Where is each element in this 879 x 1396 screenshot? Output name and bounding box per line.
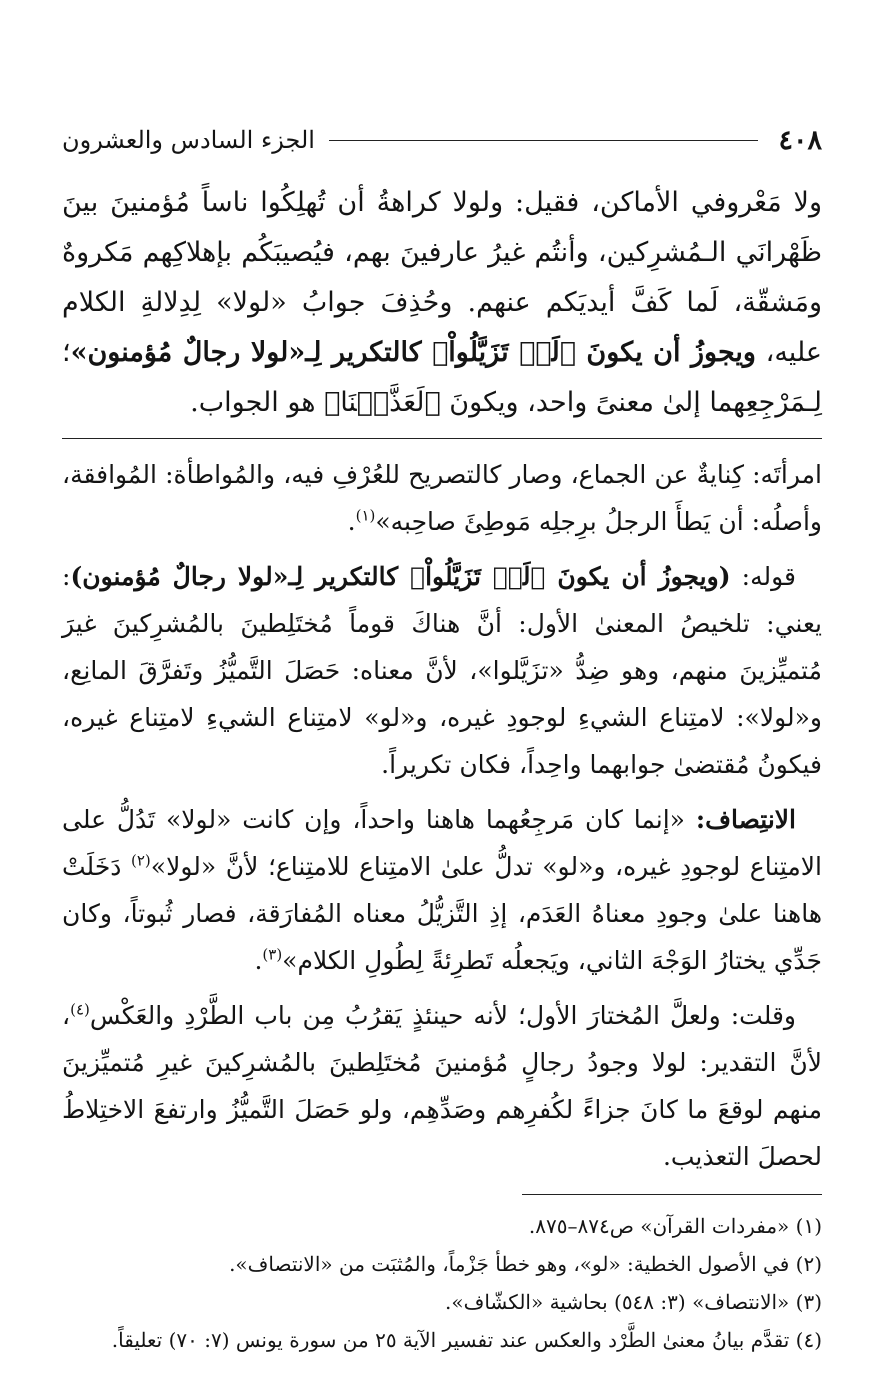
commentary-p3-bold: الانتِصاف: bbox=[695, 805, 796, 834]
footnote-1: (١) «مفردات القرآن» ص٨٧٤–٨٧٥. bbox=[528, 1214, 822, 1238]
footnote-4: (٤) تقدَّم بيانُ معنىٰ الطَّرْد والعكس عند تفسير الآية ٢٥ من سورة يونس (٧: ٧٠) تعليقاً. bbox=[111, 1328, 822, 1352]
main-text bbox=[62, 178, 822, 428]
commentary-p4-a: وقلت: ولعلَّ المُختارَ الأول؛ لأنه حينئذٍ يَقرُبُ مِن باب الطَّرْدِ والعَكْس bbox=[89, 1001, 796, 1030]
footnote-separator bbox=[522, 1194, 822, 1195]
commentary-paragraph-4 bbox=[62, 992, 822, 1180]
commentary-p4-b: ، لأنَّ التقدير: لولا وجودُ رجالٍ مُؤمنينَ مُختَلِطينَ بالمُشرِكينَ غيرِ مُتميِّزينَ منهم لوقعَ ما كانَ جزاءً لكُفرِهم وصَدِّهِم، ولو حَصَلَ التَّميُّزُ وارتفعَ الاختِلاطُ لحصلَ التعذيب. bbox=[62, 1001, 822, 1171]
running-title: الجزء السادس والعشرون bbox=[62, 126, 315, 154]
commentary bbox=[62, 451, 822, 1180]
commentary-paragraph-1: امرأتَه: كِنايةٌ عن الجماع، وصار كالتصريح للعُرْفِ فيه، والمُواطأة: المُوافقة، وأصلُه: أن يَطأَ الرجلُ برِجلِه مَوطِئَ صاحِبه»$^{(١)}$. bbox=[62, 460, 822, 536]
main-text-part-1: ولا مَعْروفي الأماكن، فقيل: ولولا كراهةُ أن تُهلِكُوا ناساً مُؤمنينَ بينَ ظَهْرانَي الـمُشرِكين، وأنتُم غيرُ عارفينَ بهم، فيُصيبَكُم بإهلاكِهم مَكروهٌ ومَشقّة، لَما كَفَّ أيديَكم عنهم. وحُذِفَ جوابُ «لولا» لِدِلالةِ الكلام عليه، bbox=[62, 187, 823, 368]
main-paragraph bbox=[62, 178, 822, 428]
commentary-p2-lead: قوله: bbox=[730, 562, 796, 591]
header-rule bbox=[329, 140, 759, 141]
commentary-paragraph-2 bbox=[62, 553, 822, 788]
footnote-ref-4: (٤) bbox=[70, 1000, 90, 1019]
footnotes bbox=[62, 1207, 822, 1359]
running-header bbox=[62, 118, 822, 162]
footnote-2: (٢) في الأصول الخطية: «لو»، وهو خطأ جَزْماً، والمُثبَت من «الانتصاف». bbox=[229, 1252, 822, 1276]
commentary-paragraph-3: الانتِصاف: «إنما كان مَرجِعُهما هاهنا واحداً، وإن كانت «لولا» تَدُلُّ على الامتِناع لوجودِ غيره، و«لو» تدلُّ علىٰ الامتِناع للامتِناع؛ لأنَّ «لولا»$^{(٢)}$ دَخَلَتْ هاهنا علىٰ وجودِ معناهُ العَدَم، إذِ التَّزيُّلُ معناه المُفارَقة، فصار ثُبوتاً، وكان جَدِّي يختارُ الوَجْهَ الثاني، ويَجعلُه تَطرِئةً لِطُولِ الكلام»$^{(٣)}$. bbox=[62, 805, 823, 975]
commentary-p3-a: «إنما كان مَرجِعُهما هاهنا واحداً، وإن كانت «لولا» تَدُلُّ على الامتِناع لوجودِ غيره، و«لو» تدلُّ علىٰ الامتِناع للامتِناع؛ لأنَّ «لولا» bbox=[62, 805, 823, 881]
main-text-part-3: ؛ لِـمَرْجِعِهما إلىٰ معنىً واحد، ويكونَ ﴿لَعَذَّبۡنَا﴾ هو الجواب. bbox=[62, 337, 822, 418]
commentary-p1-text: امرأتَه: كِنايةٌ عن الجماع، وصار كالتصريح للعُرْفِ فيه، والمُواطأة: المُوافقة، وأصلُه: أن يَطأَ الرجلُ برِجلِه مَوطِئَ صاحِبه» bbox=[62, 460, 822, 536]
book-page bbox=[62, 118, 822, 1359]
commentary-p2-rest: : يعني: تلخيصُ المعنىٰ الأول: أنَّ هناكَ قوماً مُختَلِطينَ بالمُشرِكينَ غيرَ مُتميِّزينَ منهم، وهو ضِدُّ «تزَيَّلوا»، لأنَّ معناه: حَصَلَ التَّميُّزُ وتَفرَّقَ المانِع، و«لولا»: لامتِناع الشيءِ لوجودِ غيره، و«لو» لامتِناع الشيءِ لامتِناع غيره، فيكونُ مُقتضىٰ جوابهما واحِداً، فكان تكريراً. bbox=[62, 562, 822, 779]
footnote-3: (٣) «الانتصاف» (٣: ٥٤٨) بحاشية «الكشّاف». bbox=[445, 1290, 822, 1314]
commentary-p2-bold: (ويجوزُ أن يكونَ ﴿لَوۡ تَزَيَّلُواْ﴾ كالتكرير لِـ«لولا رجالٌ مُؤمنون) bbox=[70, 562, 731, 591]
footnote-ref-1: (١) bbox=[355, 506, 376, 525]
section-separator bbox=[62, 438, 822, 439]
footnote-ref-2: (٢) bbox=[131, 851, 151, 870]
footnote-ref-3: (٣) bbox=[262, 945, 283, 964]
page-number: ٤٠٨ bbox=[778, 124, 822, 156]
main-text-part-2-bold: ويجوزُ أن يكونَ ﴿لَوۡ تَزَيَّلُواْ﴾ كالتكرير لِـ«لولا رجالٌ مُؤمنون» bbox=[70, 337, 756, 368]
commentary-p3-b: دَخَلَتْ هاهنا علىٰ وجودِ معناهُ العَدَم، إذِ التَّزيُّلُ معناه المُفارَقة، فصار ثُبوتاً، وكان جَدِّي يختارُ الوَجْهَ الثاني، ويَجعلُه تَطرِئةً لِطُولِ الكلام» bbox=[62, 852, 823, 975]
